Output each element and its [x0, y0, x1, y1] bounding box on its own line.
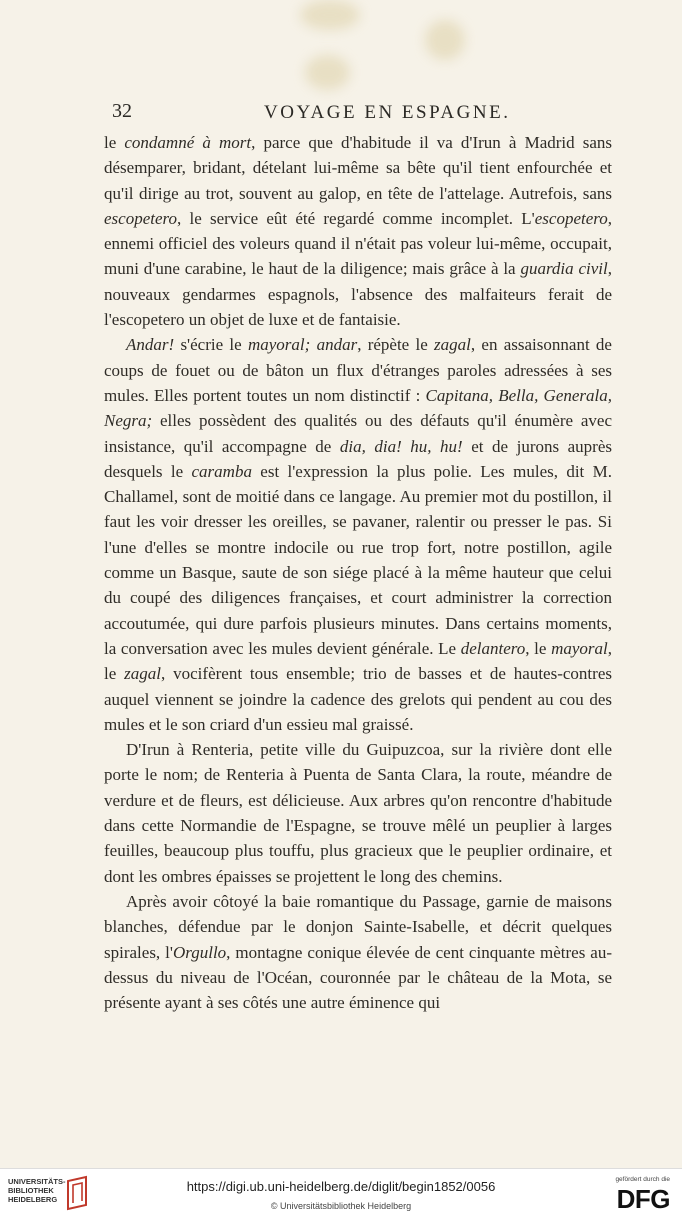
- paragraph-1: le condamné à mort, parce que d'habitude il va d'Irun à Madrid sans désemparer, bridant, dételant lui-même sa bête qu'il tient enfourchée et qu'il dirige au trot, souvent au galop, en tête de l'attelage. Autrefois, sans escopetero, le service eût été regardé comme incomplet. L'escopetero, ennemi officiel des voleurs quand il n'était pas voleur lui-même, occupait, muni d'une carabine, le haut de la diligence; mais grâce à la guardia civil, nouveaux gendarmes espagnols, l'absence des malfaiteurs ferait de l'escopetero un objet de luxe et de fantaisie.: [104, 133, 613, 330]
- paragraph-4: Après avoir côtoyé la baie romantique du Passage, garnie de maisons blanches, défendue par le donjon Sainte-Isabelle, et décrit quelques spirales, l'Orgullo, montagne conique élevée de cent cinquante mètres au-dessus du niveau de l'Océan, couronnée par le château de la Mota, se présente ayant à ses côtés une autre éminence qui: [104, 891, 613, 1013]
- paper-stain: [300, 0, 360, 30]
- copyright-notice: © Universitätsbibliothek Heidelberg: [270, 1201, 412, 1211]
- paper-stain: [425, 20, 465, 60]
- page-header: [112, 100, 612, 128]
- paper-stain: [305, 55, 350, 90]
- funding-note: gefördert durch die: [615, 1176, 670, 1183]
- paragraph-3: D'Irun à Renteria, petite ville du Guipuzcoa, sur la rivière dont elle porte le nom; de Renteria à Puenta de Santa Clara, la route, méandre de verdure et de fleurs, est délicieuse. Aux arbres qu'on rencontre d'habitude dans cette Normandie de l'Espagne, se trouve mêlé un peuplier à larges feuilles, beaucoup plus touffu, plus gracieux que le peuplier ordinaire, et dont les ombres épaisses se projettent le long des chemins.: [104, 740, 612, 886]
- page-number: 32: [112, 100, 132, 122]
- running-title: VOYAGE EN ESPAGNE.: [264, 102, 511, 123]
- body-text: [104, 130, 612, 1015]
- viewer-footer: [0, 1168, 682, 1220]
- library-name: UNIVERSITÄTS- BIBLIOTHEK HEIDELBERG: [8, 1177, 66, 1204]
- document-url-link[interactable]: https://digi.ub.uni-heidelberg.de/diglit/begin1852/0056: [186, 1179, 496, 1194]
- paragraph-2: Andar! s'écrie le mayoral; andar, répète le zagal, en assaisonnant de coups de fouet ou de bâton un flux d'étranges paroles adressées à ses mules. Elles portent toutes un nom distinctif : Capitana, Bella, Generala, Negra; elles possèdent des qualités ou des défauts qu'il énumère avec insistance, qu'il accompagne de dia, dia! hu, hu! et de jurons auprès desquels le caramba est l'expression la plus polie. Les mules, dit M. Challamel, sont de moitié dans ce langage. Au premier mot du postillon, il faut les voir dresser les oreilles, se pavaner, ralentir ou presser le pas. Si l'une d'elles se montre indocile ou rue trop fort, notre postillon, agile comme un Basque, saute de son siége placé à la même hauteur que celui du coupé des diligences françaises, et court administrer la correction accoutumée, qui dure parfois plusieurs minutes. Dans certains moments, la conversation avec les mules devient générale. Le delantero, le mayoral, le zagal, vocifèrent tous ensemble; trio de basses et de hautes-contres auquel viennent se joindre la cadence des grelots qui pendent au cou des mules et le son criard d'un essieu mal graissé.: [104, 335, 613, 734]
- dfg-logo: DFG: [616, 1184, 670, 1214]
